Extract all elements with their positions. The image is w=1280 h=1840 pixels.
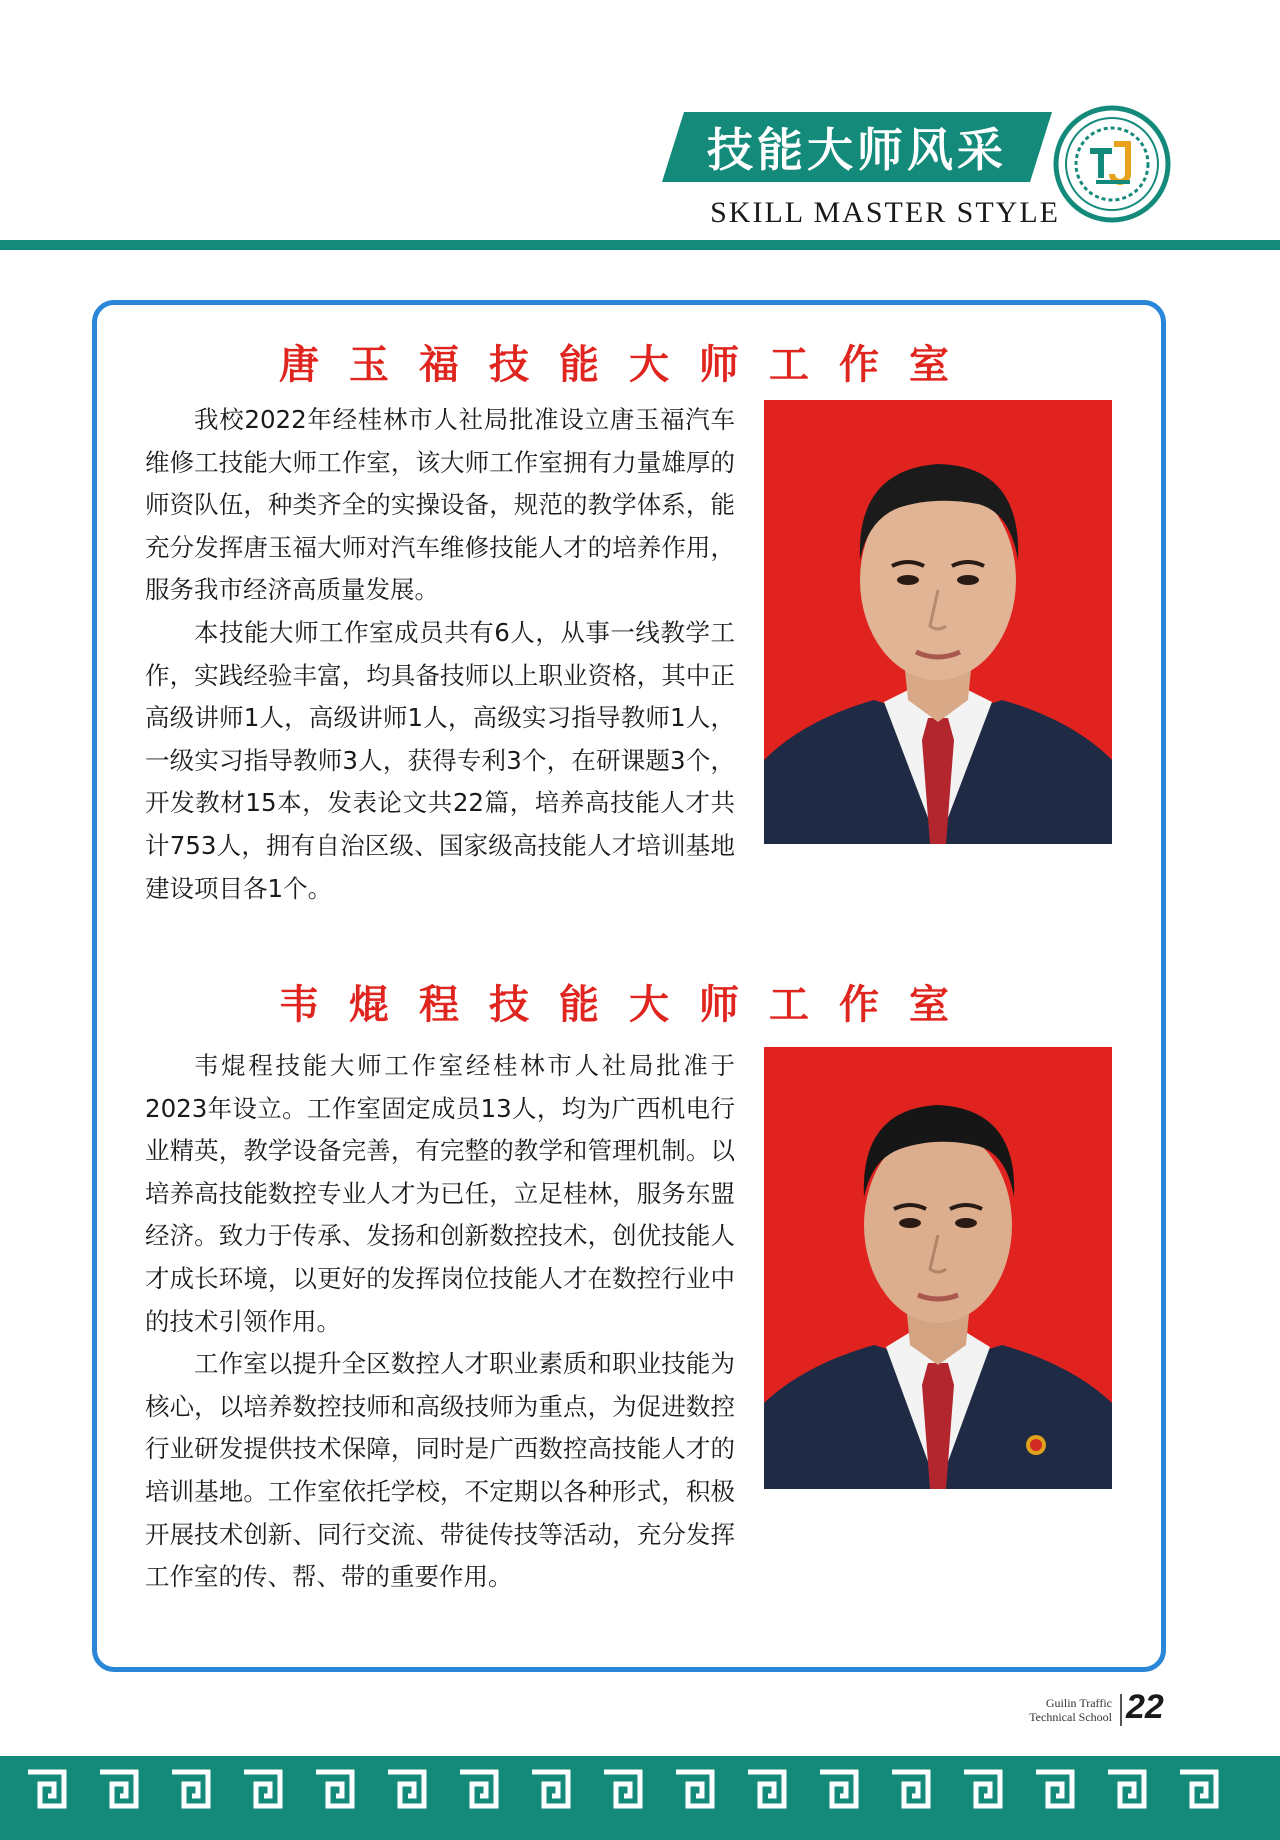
section-title-wei: 韦焜程技能大师工作室 bbox=[279, 981, 979, 1028]
school-logo-icon bbox=[1052, 104, 1172, 224]
school-name-line1: Guilin Traffic bbox=[1045, 1696, 1112, 1710]
section-title-tang: 唐玉福技能大师工作室 bbox=[279, 341, 979, 388]
school-name-line2: Technical School bbox=[1029, 1710, 1112, 1724]
page-number: 22 bbox=[1126, 1688, 1164, 1726]
section-body-tang bbox=[145, 399, 735, 910]
portrait-photo bbox=[764, 400, 1112, 844]
footer-divider bbox=[1120, 1694, 1122, 1726]
portrait-photo bbox=[764, 1047, 1112, 1489]
paragraph: 工作室以提升全区数控人才职业素质和职业技能为核心，以培养数控技师和高级技师为重点，为促进数控行业研发提供技术保障，同时是广西数控高技能人才的培训基地。工作室依托学校，不定期以各种形式，积极开展技术创新、同行交流、带徒传技等活动，充分发挥工作室的传、帮、带的重要作用。 bbox=[145, 1349, 735, 1592]
paragraph: 我校2022年经桂林市人社局批准设立唐玉福汽车维修工技能大师工作室，该大师工作室拥有力量雄厚的师资队伍，种类齐全的实操设备，规范的教学体系，能充分发挥唐玉福大师对汽车维修技能人才的培养作用，服务我市经济高质量发展。 bbox=[145, 405, 735, 605]
school-name bbox=[980, 1696, 1112, 1724]
header-rule bbox=[0, 240, 1280, 250]
page-title: 技能大师风采 bbox=[707, 123, 1007, 177]
paragraph: 本技能大师工作室成员共有6人，从事一线教学工作，实践经验丰富，均具备技师以上职业资格，其中正高级讲师1人，高级讲师1人，高级实习指导教师1人，一级实习指导教师3人，获得专利3个，在研课题3个，开发教材15本，发表论文共22篇，培养高技能人才共计753人，拥有自治区级、国家级高技能人才培训基地建设项目各1个。 bbox=[145, 617, 735, 903]
section-body-wei bbox=[145, 1045, 735, 1599]
fret-pattern-icon bbox=[0, 1764, 1280, 1814]
paragraph: 韦焜程技能大师工作室经桂林市人社局批准于2023年设立。工作室固定成员13人，均为广西机电行业精英，教学设备完善，有完整的教学和管理机制。以培养高技能数控专业人才为已任，立足桂林，服务东盟经济。致力于传承、发扬和创新数控技术，创优技能人才成长环境，以更好的发挥岗位技能人才在数控行业中的技术引领作用。 bbox=[145, 1051, 735, 1336]
page-subtitle: SKILL MASTER STYLE bbox=[710, 196, 1060, 229]
